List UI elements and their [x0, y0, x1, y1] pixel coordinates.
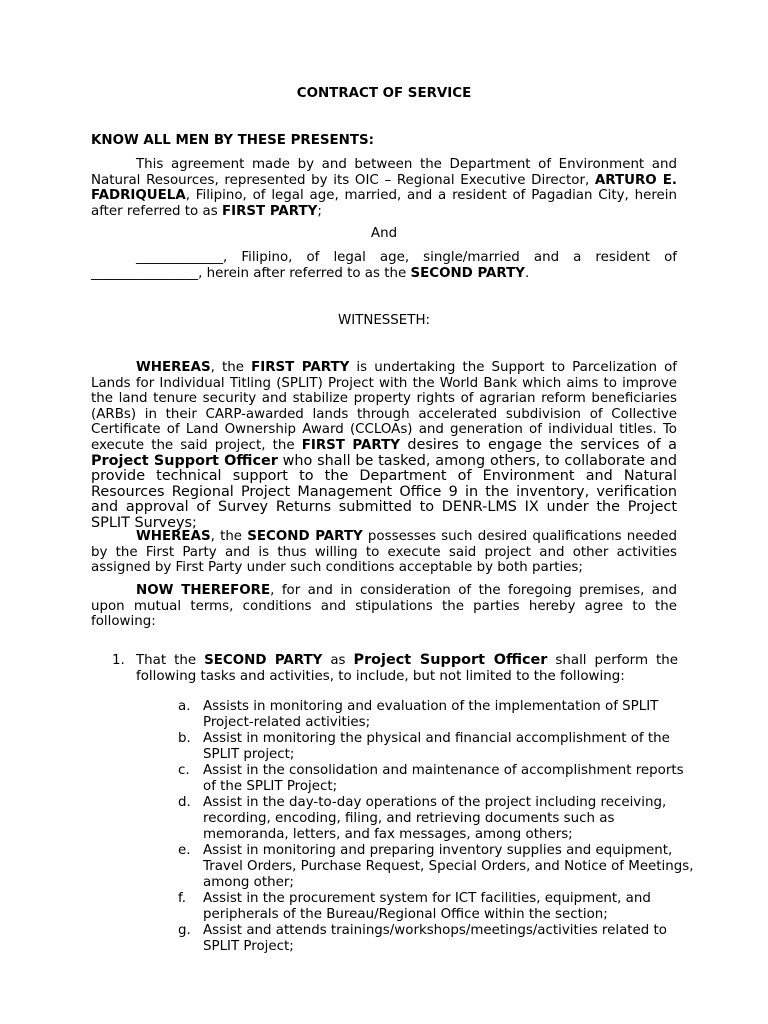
second-text-3: .: [524, 265, 530, 281]
name-blank: _____________: [136, 250, 224, 265]
list-item-text: Assist in monitoring and preparing inventory supplies and equipment, Travel Orders, Purchase Request, Special Orders, and Notice of Meetings, among other;: [203, 843, 694, 890]
second-party-paragraph: [91, 250, 677, 281]
director-name: ARTURO E. FADRIQUELA: [91, 172, 677, 204]
whereas2-text-1: , the: [210, 529, 248, 544]
list-marker: f.: [178, 891, 186, 906]
item1-text-2: as: [322, 653, 354, 668]
role-title-2: Project Support Officer: [353, 652, 548, 668]
list-item-text: Assist in the procurement system for ICT facilities, equipment, and peripherals of the Bureau/Regional Office within the section;: [203, 891, 651, 922]
now-therefore-text: , for and in consideration of the foregoing premises, and upon mutual terms, conditions and stipulations the parties hereby agree to the following:: [91, 583, 677, 630]
second-text-2: , herein after referred to as the: [198, 265, 411, 281]
list-marker: g.: [178, 923, 191, 938]
second-party-label: SECOND PARTY: [410, 265, 525, 281]
second-party-ref-item: SECOND PARTY: [204, 653, 323, 668]
whereas-paragraph-2: [91, 529, 677, 576]
agreement-text-2: , Filipino, of legal age, married, and a resident of Pagadian City, herein after referred to as: [91, 188, 677, 219]
list-item-text: Assist in the day-to-day operations of the project including receiving, recording, encoding, filing, and retrieving documents such as memoranda, letters, and fax messages, among others;: [203, 795, 667, 842]
list-marker: c.: [178, 763, 190, 778]
list-item: [178, 843, 698, 891]
and-label: And: [370, 226, 398, 241]
residence-blank: ________________: [91, 265, 199, 281]
second-party-ref: SECOND PARTY: [247, 529, 363, 544]
second-text-1: , Filipino, of legal age, single/married and a resident of: [223, 250, 677, 265]
list-item: [178, 923, 698, 955]
list-item: [178, 891, 698, 923]
item-number: 1.: [112, 653, 125, 668]
witnesseth-heading: WITNESSETH:: [337, 313, 431, 328]
list-item: [178, 699, 698, 731]
list-item-text: Assist in the consolidation and maintenance of accomplishment reports of the SPLIT Project;: [203, 763, 684, 794]
list-item: [178, 763, 698, 795]
whereas-lead-2: WHEREAS: [136, 529, 211, 544]
now-therefore-lead: NOW THEREFORE: [136, 583, 271, 598]
item1-text-1: That the: [136, 653, 205, 668]
item-1-text: [136, 653, 678, 684]
whereas2-text-2: possesses such desired qualifications needed by the First Party and is thus willing to execute said project and other activities assigned by First Party under such conditions acceptable by both parties;: [91, 529, 677, 576]
whereas-paragraph-1: [91, 360, 677, 532]
list-item-text: Assist in monitoring the physical and financial accomplishment of the SPLIT project;: [203, 731, 670, 762]
agreement-paragraph: [91, 157, 677, 219]
list-marker: b.: [178, 731, 191, 746]
list-item: [178, 731, 698, 763]
list-item-text: Assist and attends trainings/workshops/meetings/activities related to SPLIT Project;: [203, 923, 667, 954]
whereas1-text-1: , the: [210, 360, 252, 375]
item1-text-3: shall perform the following tasks and activities, to include, but not limited to the following:: [136, 653, 678, 684]
whereas1-text-3: desires to engage the services of a: [399, 436, 677, 453]
whereas1-text-2: is undertaking the Support to Parcelization of Lands for Individual Titling (SPLIT) Project with the World Bank which aims to improve the land tenure security and stabilize property rights of agrarian reform beneficiaries (ARBs) in their CARP-awarded lands through accelerated subdivision of Collective Certificate of Land Ownership Award (CCLOAs) and generation of individual titles. To execute the said project, the: [91, 360, 678, 453]
list-marker: d.: [178, 795, 191, 810]
list-marker: a.: [178, 699, 191, 714]
now-therefore-paragraph: [91, 583, 677, 630]
list-item: [178, 795, 698, 843]
whereas1-text-4: who shall be tasked, among others, to collaborate and provide technical support to the Department of Environment and Natural Resources Regional Project Management Office 9 in the inventory, verification and approval of Survey Returns submitted to DENR-LMS IX under the Project SPLIT Surveys;: [91, 452, 677, 531]
list-item-text: Assists in monitoring and evaluation of the implementation of SPLIT Project-related activities;: [203, 699, 659, 730]
agreement-text-3: ;: [317, 203, 322, 219]
role-title-1: Project Support Officer: [91, 452, 278, 469]
first-party-label: FIRST PARTY: [221, 203, 318, 219]
document-title: CONTRACT OF SERVICE: [296, 86, 472, 101]
task-list: [178, 699, 698, 955]
first-party-ref-1: FIRST PARTY: [251, 360, 350, 375]
numbered-item-1: [112, 653, 678, 684]
know-all-heading: KNOW ALL MEN BY THESE PRESENTS:: [91, 133, 375, 148]
first-party-ref-2: FIRST PARTY: [301, 437, 400, 453]
whereas-lead-1: WHEREAS: [136, 360, 211, 375]
agreement-text-1: This agreement made by and between the Department of Environment and Natural Resources, represented by its OIC – Regional Executive Director,: [91, 157, 677, 188]
list-marker: e.: [178, 843, 191, 858]
